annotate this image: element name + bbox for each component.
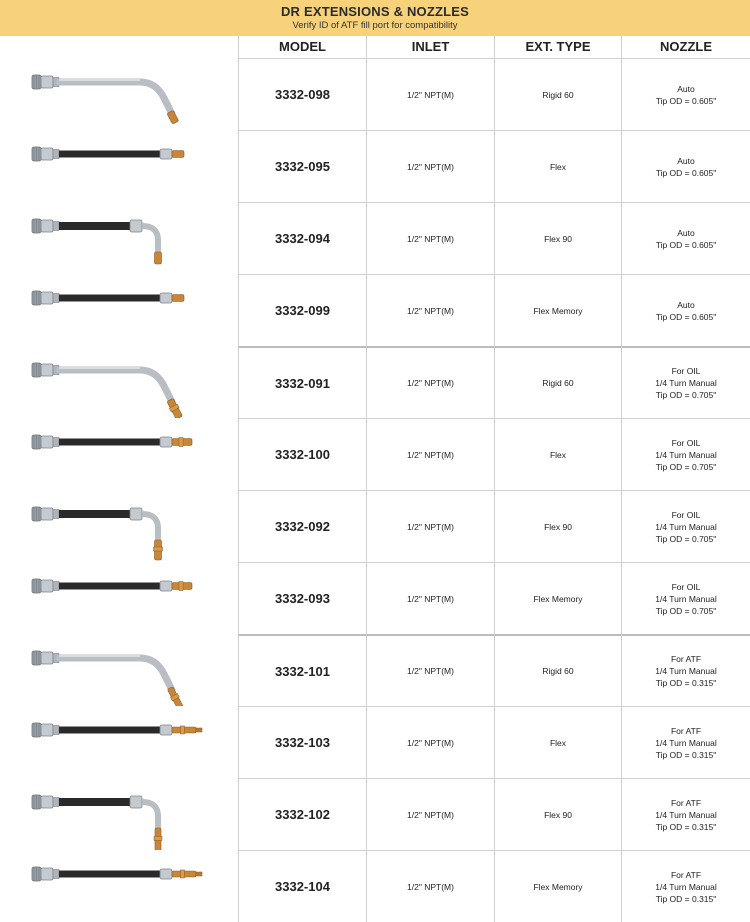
nozzle-tip-icon bbox=[154, 828, 162, 850]
inlet-fitting-icon bbox=[32, 507, 59, 521]
ext-type-spec: Flex Memory bbox=[533, 305, 583, 316]
model-number: 3332-100 bbox=[275, 447, 330, 462]
model-cell bbox=[238, 562, 366, 634]
ext-type-spec: Flex bbox=[549, 161, 567, 172]
inlet-cell bbox=[366, 706, 494, 778]
inlet-cell bbox=[366, 130, 494, 202]
model-cell bbox=[238, 706, 366, 778]
product-image bbox=[0, 58, 238, 130]
inlet-spec: 1/2" NPT(M) bbox=[407, 449, 454, 460]
model-number: 3332-092 bbox=[275, 519, 330, 534]
nozzle-cell bbox=[621, 418, 750, 490]
model-cell bbox=[238, 850, 366, 922]
nozzle-spec-line: For ATF bbox=[670, 797, 702, 808]
inlet-cell bbox=[366, 490, 494, 562]
model-number: 3332-091 bbox=[275, 375, 330, 391]
nozzle-tip-icon bbox=[166, 686, 187, 706]
product-image bbox=[0, 202, 238, 274]
nozzle-cell bbox=[621, 706, 750, 778]
table-row bbox=[0, 490, 750, 562]
product-image bbox=[0, 850, 238, 922]
inlet-fitting-icon bbox=[32, 435, 59, 449]
extension-hose-icon bbox=[0, 130, 238, 202]
inlet-spec: 1/2" NPT(M) bbox=[407, 161, 454, 172]
nozzle-tip-icon bbox=[172, 870, 202, 878]
nozzle-spec-line: Tip OD = 0.315" bbox=[655, 749, 717, 760]
nozzle-tip-icon bbox=[172, 438, 192, 447]
elbow-tube-icon bbox=[142, 802, 158, 830]
nozzle-cell bbox=[621, 274, 750, 346]
inlet-spec: 1/2" NPT(M) bbox=[407, 305, 454, 316]
table-header-row bbox=[0, 36, 750, 58]
extension-hose-icon bbox=[0, 490, 238, 562]
nozzle-cell bbox=[621, 634, 750, 706]
nozzle-spec-line: Auto bbox=[677, 227, 695, 238]
extension-hose-icon bbox=[0, 562, 238, 634]
inlet-cell bbox=[366, 850, 494, 922]
ext-type-spec: Flex Memory bbox=[533, 881, 583, 892]
extension-hose-icon bbox=[0, 346, 238, 418]
inlet-spec: 1/2" NPT(M) bbox=[407, 378, 454, 388]
inlet-cell bbox=[366, 634, 494, 706]
table-row bbox=[0, 562, 750, 634]
nozzle-tip-icon bbox=[155, 252, 162, 264]
table-row bbox=[0, 274, 750, 346]
inlet-fitting-icon bbox=[32, 291, 59, 305]
product-image bbox=[0, 130, 238, 202]
ext-type-spec: Flex 90 bbox=[544, 809, 572, 820]
elbow-tube-icon bbox=[142, 514, 158, 542]
nozzle-spec-line: Tip OD = 0.705" bbox=[655, 461, 717, 472]
model-number: 3332-104 bbox=[275, 879, 330, 894]
inlet-fitting-icon bbox=[32, 795, 59, 809]
ext-type-cell bbox=[494, 778, 621, 850]
inlet-cell bbox=[366, 202, 494, 274]
inlet-spec: 1/2" NPT(M) bbox=[407, 521, 454, 532]
nozzle-spec-line: For ATF bbox=[670, 869, 702, 880]
nozzle-cell bbox=[621, 346, 750, 418]
product-image bbox=[0, 706, 238, 778]
ext-type-spec: Rigid 60 bbox=[542, 378, 574, 388]
nozzle-spec-line: 1/4 Turn Manual bbox=[655, 593, 717, 604]
nozzle-cell bbox=[621, 58, 750, 130]
page-subtitle: Verify ID of ATF fill port for compatibility bbox=[292, 20, 458, 31]
ext-type-spec: Flex 90 bbox=[544, 521, 572, 532]
inlet-cell bbox=[366, 346, 494, 418]
ext-type-spec: Flex bbox=[549, 449, 567, 460]
product-image bbox=[0, 346, 238, 418]
model-number: 3332-099 bbox=[275, 303, 330, 318]
inlet-cell bbox=[366, 58, 494, 130]
nozzle-tip-icon bbox=[172, 726, 202, 734]
nozzle-cell bbox=[621, 202, 750, 274]
nozzle-tip-icon bbox=[167, 110, 179, 124]
column-header-model: MODEL bbox=[238, 36, 366, 58]
ext-type-cell bbox=[494, 418, 621, 490]
ext-type-cell bbox=[494, 274, 621, 346]
rigid-tube-icon bbox=[59, 82, 172, 114]
nozzle-spec-line: For OIL bbox=[671, 437, 701, 448]
ext-type-spec: Flex Memory bbox=[533, 593, 583, 604]
inlet-cell bbox=[366, 778, 494, 850]
inlet-cell bbox=[366, 418, 494, 490]
table-row bbox=[0, 346, 750, 418]
model-cell bbox=[238, 130, 366, 202]
model-cell bbox=[238, 634, 366, 706]
table-row bbox=[0, 634, 750, 706]
inlet-fitting-icon bbox=[32, 867, 59, 881]
nozzle-spec-line: For OIL bbox=[671, 366, 701, 376]
model-number: 3332-093 bbox=[275, 591, 330, 606]
inlet-cell bbox=[366, 274, 494, 346]
column-header-inlet: INLET bbox=[366, 36, 494, 58]
nozzle-spec-line: Tip OD = 0.705" bbox=[655, 605, 717, 616]
nozzle-spec-line: 1/4 Turn Manual bbox=[655, 881, 717, 892]
model-cell bbox=[238, 418, 366, 490]
model-number: 3332-103 bbox=[275, 735, 330, 750]
inlet-spec: 1/2" NPT(M) bbox=[407, 666, 454, 676]
inlet-spec: 1/2" NPT(M) bbox=[407, 737, 454, 748]
nozzle-spec-line: Tip OD = 0.315" bbox=[655, 893, 717, 904]
model-cell bbox=[238, 490, 366, 562]
nozzle-spec-line: For ATF bbox=[670, 654, 702, 664]
rigid-tube-icon bbox=[59, 370, 172, 402]
model-cell bbox=[238, 58, 366, 130]
nozzle-spec-line: Tip OD = 0.705" bbox=[655, 533, 717, 544]
nozzle-spec-line: Auto bbox=[677, 155, 695, 166]
product-image bbox=[0, 562, 238, 634]
ext-type-cell bbox=[494, 850, 621, 922]
ext-type-spec: Flex bbox=[549, 737, 567, 748]
elbow-tube-icon bbox=[142, 226, 158, 254]
inlet-fitting-icon bbox=[32, 147, 59, 161]
inlet-spec: 1/2" NPT(M) bbox=[407, 881, 454, 892]
ext-type-spec: Rigid 60 bbox=[542, 666, 574, 676]
product-image bbox=[0, 418, 238, 490]
model-number: 3332-094 bbox=[275, 231, 330, 246]
nozzle-spec-line: Tip OD = 0.605" bbox=[655, 239, 717, 250]
inlet-spec: 1/2" NPT(M) bbox=[407, 233, 454, 244]
nozzle-spec-line: 1/4 Turn Manual bbox=[655, 737, 717, 748]
nozzle-cell bbox=[621, 490, 750, 562]
page-title: DR EXTENSIONS & NOZZLES bbox=[280, 4, 470, 19]
ext-type-cell bbox=[494, 346, 621, 418]
product-image bbox=[0, 778, 238, 850]
ext-type-cell bbox=[494, 202, 621, 274]
model-cell bbox=[238, 346, 366, 418]
table-row bbox=[0, 130, 750, 202]
extension-hose-icon bbox=[0, 418, 238, 490]
title-banner bbox=[0, 0, 750, 36]
inlet-fitting-icon bbox=[32, 579, 59, 593]
column-header-ext-type: EXT. TYPE bbox=[494, 36, 621, 58]
ext-type-spec: Rigid 60 bbox=[542, 89, 574, 100]
product-image bbox=[0, 274, 238, 346]
nozzle-tip-icon bbox=[172, 295, 184, 302]
table-row bbox=[0, 850, 750, 922]
nozzle-tip-icon bbox=[154, 540, 163, 560]
table-row bbox=[0, 202, 750, 274]
rigid-tube-icon bbox=[59, 658, 172, 690]
table-row bbox=[0, 706, 750, 778]
table-row bbox=[0, 778, 750, 850]
ext-type-cell bbox=[494, 706, 621, 778]
nozzle-spec-line: 1/4 Turn Manual bbox=[655, 378, 717, 388]
ext-type-cell bbox=[494, 562, 621, 634]
ext-type-cell bbox=[494, 634, 621, 706]
model-number: 3332-101 bbox=[275, 663, 330, 679]
table-row bbox=[0, 418, 750, 490]
model-cell bbox=[238, 778, 366, 850]
nozzle-spec-line: 1/4 Turn Manual bbox=[655, 809, 717, 820]
inlet-spec: 1/2" NPT(M) bbox=[407, 89, 454, 100]
nozzle-cell bbox=[621, 562, 750, 634]
inlet-spec: 1/2" NPT(M) bbox=[407, 593, 454, 604]
inlet-fitting-icon bbox=[32, 219, 59, 233]
nozzle-cell bbox=[621, 130, 750, 202]
column-header-nozzle: NOZZLE bbox=[621, 36, 750, 58]
nozzle-spec-line: Tip OD = 0.605" bbox=[655, 95, 717, 106]
nozzle-spec-line: For OIL bbox=[671, 509, 701, 520]
nozzle-spec-line: For OIL bbox=[671, 581, 701, 592]
nozzle-spec-line: Tip OD = 0.315" bbox=[655, 821, 717, 832]
nozzle-tip-icon bbox=[172, 151, 184, 158]
nozzle-spec-line: Tip OD = 0.705" bbox=[655, 390, 717, 400]
table-row bbox=[0, 58, 750, 130]
inlet-cell bbox=[366, 562, 494, 634]
extension-hose-icon bbox=[0, 778, 238, 850]
nozzle-spec-line: 1/4 Turn Manual bbox=[655, 521, 717, 532]
model-cell bbox=[238, 274, 366, 346]
extension-hose-icon bbox=[0, 58, 238, 130]
inlet-fitting-icon bbox=[32, 723, 59, 737]
inlet-fitting-icon bbox=[32, 75, 59, 89]
extension-hose-icon bbox=[0, 634, 238, 706]
nozzle-spec-line: For ATF bbox=[670, 725, 702, 736]
product-image bbox=[0, 634, 238, 706]
model-number: 3332-098 bbox=[275, 87, 330, 102]
model-number: 3332-102 bbox=[275, 807, 330, 822]
nozzle-spec-line: Auto bbox=[677, 299, 695, 310]
extension-hose-icon bbox=[0, 706, 238, 778]
ext-type-cell bbox=[494, 130, 621, 202]
inlet-spec: 1/2" NPT(M) bbox=[407, 809, 454, 820]
nozzle-spec-line: Tip OD = 0.605" bbox=[655, 311, 717, 322]
inlet-fitting-icon bbox=[32, 651, 59, 665]
nozzle-tip-icon bbox=[166, 398, 183, 418]
nozzle-spec-line: 1/4 Turn Manual bbox=[655, 666, 717, 676]
product-image bbox=[0, 490, 238, 562]
model-cell bbox=[238, 202, 366, 274]
nozzle-tip-icon bbox=[172, 582, 192, 591]
ext-type-cell bbox=[494, 58, 621, 130]
extensions-table bbox=[0, 36, 750, 920]
extension-hose-icon bbox=[0, 202, 238, 274]
nozzle-spec-line: 1/4 Turn Manual bbox=[655, 449, 717, 460]
extension-hose-icon bbox=[0, 274, 238, 346]
nozzle-cell bbox=[621, 778, 750, 850]
extension-hose-icon bbox=[0, 850, 238, 922]
nozzle-spec-line: Tip OD = 0.315" bbox=[655, 678, 717, 688]
ext-type-cell bbox=[494, 490, 621, 562]
nozzle-spec-line: Auto bbox=[677, 83, 695, 94]
model-number: 3332-095 bbox=[275, 159, 330, 174]
inlet-fitting-icon bbox=[32, 363, 59, 377]
ext-type-spec: Flex 90 bbox=[544, 233, 572, 244]
nozzle-cell bbox=[621, 850, 750, 922]
nozzle-spec-line: Tip OD = 0.605" bbox=[655, 167, 717, 178]
